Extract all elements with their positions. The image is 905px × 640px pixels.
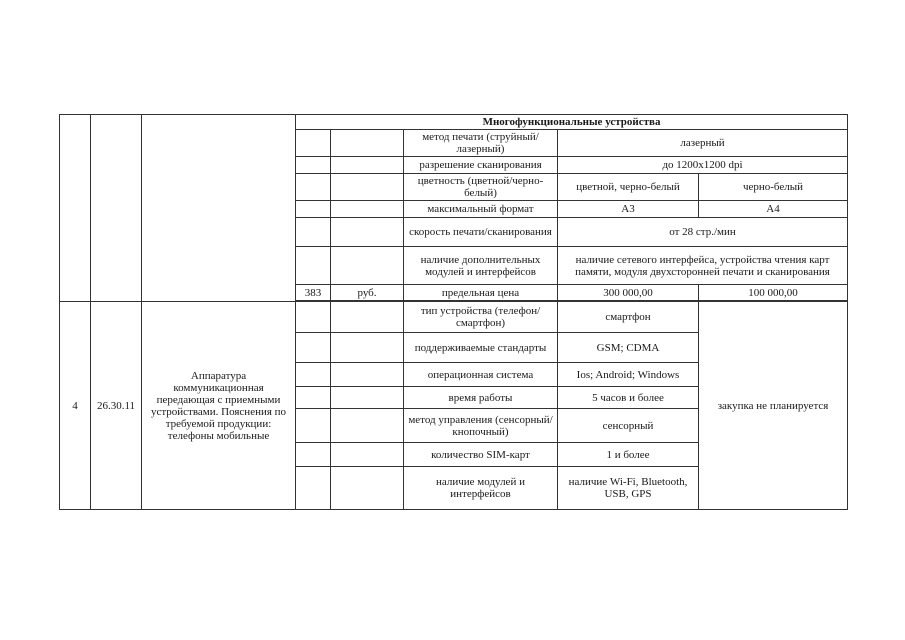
param-cell: разрешение сканирования — [404, 157, 558, 174]
value-b-cell: 100 000,00 — [699, 285, 848, 301]
name-cell — [142, 115, 296, 302]
param-cell: максимальный формат — [404, 201, 558, 218]
section-title: Многофункциональные устройства — [296, 115, 848, 130]
code-cell — [296, 333, 331, 363]
code-cell — [296, 363, 331, 387]
unit-cell — [331, 130, 404, 157]
value-cell: сенсорный — [558, 409, 699, 443]
code-cell — [296, 201, 331, 218]
code-cell: 383 — [296, 285, 331, 301]
code-cell — [296, 218, 331, 247]
param-cell: метод печати (струйный/лазерный) — [404, 130, 558, 157]
value-cell: 5 часов и более — [558, 387, 699, 409]
table-row — [60, 302, 848, 333]
unit-cell: руб. — [331, 285, 404, 301]
value-cell: лазерный — [558, 130, 848, 157]
value-cell: наличие Wi-Fi, Bluetooth, USB, GPS — [558, 467, 699, 510]
unit-cell — [331, 387, 404, 409]
param-cell: тип устройства (телефон/смартфон) — [404, 302, 558, 333]
code-cell — [296, 302, 331, 333]
specification-table — [59, 114, 848, 510]
param-cell: скорость печати/сканирования — [404, 218, 558, 247]
param-cell: метод управления (сенсорный/кнопочный) — [404, 409, 558, 443]
value-a-cell: цветной, черно-белый — [558, 174, 699, 201]
value-cell: до 1200x1200 dpi — [558, 157, 848, 174]
value-b-cell: черно-белый — [699, 174, 848, 201]
param-cell: количество SIM-карт — [404, 443, 558, 467]
row-num-cell: 4 — [60, 302, 91, 510]
value-cell: Ios; Android; Windows — [558, 363, 699, 387]
code-cell — [296, 247, 331, 285]
unit-cell — [331, 157, 404, 174]
unit-cell — [331, 409, 404, 443]
row-num-cell — [60, 115, 91, 302]
code-cell — [296, 409, 331, 443]
value-cell: GSM; CDMA — [558, 333, 699, 363]
unit-cell — [331, 201, 404, 218]
unit-cell — [331, 363, 404, 387]
param-cell: цветность (цветной/черно-белый) — [404, 174, 558, 201]
code-cell — [296, 174, 331, 201]
code-cell — [296, 443, 331, 467]
param-cell: наличие дополнительных модулей и интерфейсов — [404, 247, 558, 285]
section1-header-row — [60, 115, 848, 130]
unit-cell — [331, 333, 404, 363]
value-a-cell: А3 — [558, 201, 699, 218]
unit-cell — [331, 218, 404, 247]
param-cell: поддерживаемые стандарты — [404, 333, 558, 363]
unit-cell — [331, 467, 404, 510]
value-cell: 1 и более — [558, 443, 699, 467]
param-cell: наличие модулей и интерфейсов — [404, 467, 558, 510]
name-cell: Аппаратура коммуникационная передающая с приемными устройствами. Пояснения по требуемой продукции: телефоны мобильные — [142, 302, 296, 510]
code-cell — [296, 130, 331, 157]
unit-cell — [331, 443, 404, 467]
param-cell: время работы — [404, 387, 558, 409]
unit-cell — [331, 247, 404, 285]
value-a-cell: 300 000,00 — [558, 285, 699, 301]
note-cell: закупка не планируется — [699, 302, 848, 510]
value-cell: смартфон — [558, 302, 699, 333]
code-cell — [296, 467, 331, 510]
code-cell — [296, 387, 331, 409]
param-cell: предельная цена — [404, 285, 558, 301]
param-cell: операционная система — [404, 363, 558, 387]
unit-cell — [331, 302, 404, 333]
unit-cell — [331, 174, 404, 201]
code-cell — [296, 157, 331, 174]
value-cell: наличие сетевого интерфейса, устройства чтения карт памяти, модуля двухсторонней печати и сканирования — [558, 247, 848, 285]
value-cell: от 28 стр./мин — [558, 218, 848, 247]
okpd-cell: 26.30.11 — [91, 302, 142, 510]
okpd-cell — [91, 115, 142, 302]
value-b-cell: А4 — [699, 201, 848, 218]
